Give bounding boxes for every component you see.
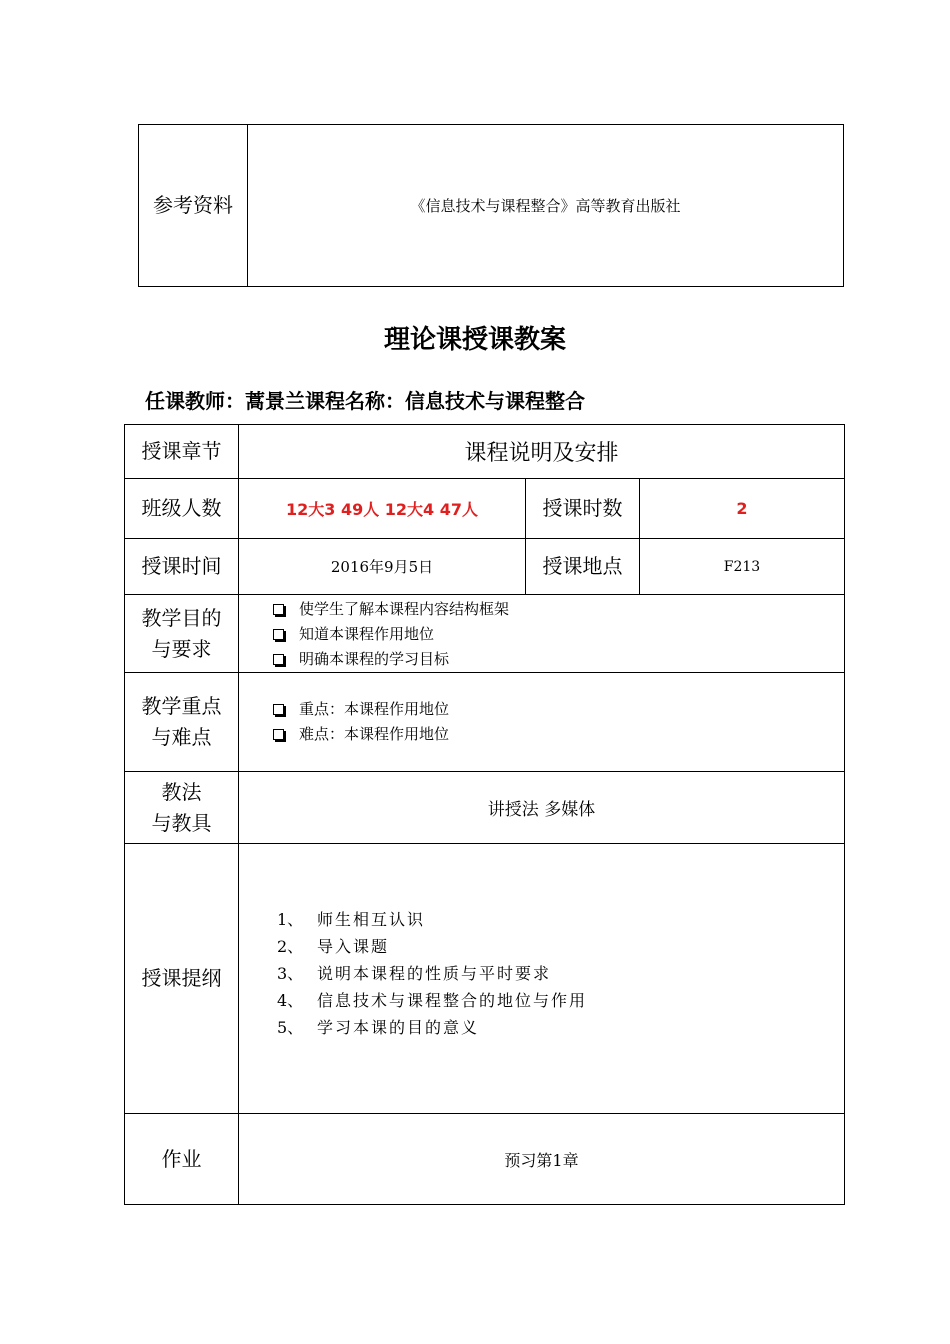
homework-label: 作业 (125, 1114, 239, 1205)
list-item: 难点：本课程作用地位 (273, 722, 844, 747)
class-size-label: 班级人数 (125, 479, 239, 539)
keypoints-content (239, 673, 845, 772)
list-item: 知道本课程作用地位 (273, 622, 844, 647)
methods-row (125, 772, 845, 844)
reference-label: 参考资料 (139, 125, 248, 287)
homework-value: 预习第1章 (239, 1114, 845, 1205)
class-size-value: 12大3 49人 12大4 47人 (239, 479, 526, 539)
homework-row (125, 1114, 845, 1205)
methods-label (125, 772, 239, 844)
list-item: 5、 学习本课的目的意义 (277, 1018, 480, 1037)
keypoints-row (125, 673, 845, 772)
reference-table (138, 124, 844, 287)
checkbox-icon (273, 704, 284, 715)
checkbox-icon (273, 604, 284, 615)
goals-row (125, 595, 845, 673)
list-item: 4、 信息技术与课程整合的地位与作用 (277, 991, 588, 1010)
time-row (125, 539, 845, 595)
teacher-course-line: 任课教师：蒿景兰课程名称：信息技术与课程整合 (145, 389, 585, 413)
place-label: 授课地点 (526, 539, 640, 595)
hours-label: 授课时数 (526, 479, 640, 539)
outline-content (239, 844, 845, 1114)
list-item: 重点：本课程作用地位 (273, 697, 844, 722)
list-item: 1、 师生相互认识 (277, 910, 426, 929)
time-value: 2016年9月5日 (239, 539, 526, 595)
methods-label-line1: 教法 (161, 779, 202, 804)
reference-content: 《信息技术与课程整合》高等教育出版社 (248, 125, 844, 287)
checkbox-icon (273, 654, 284, 665)
keypoints-label-line1: 教学重点 (141, 694, 222, 718)
goals-label (125, 595, 239, 673)
outline-row (125, 844, 845, 1114)
keypoints-label (125, 673, 239, 772)
chapter-value: 课程说明及安排 (239, 425, 845, 479)
goals-label-line1: 教学目的 (141, 605, 222, 630)
list-item: 明确本课程的学习目标 (273, 647, 844, 672)
document-title: 理论课授课教案 (383, 325, 566, 355)
list-item: 3、 说明本课程的性质与平时要求 (277, 964, 552, 983)
checkbox-icon (273, 629, 284, 640)
methods-value: 讲授法 多媒体 (239, 772, 845, 844)
list-item: 使学生了解本课程内容结构框架 (273, 597, 844, 622)
lesson-plan-table (124, 424, 845, 1205)
time-label: 授课时间 (125, 539, 239, 595)
chapter-label: 授课章节 (125, 425, 239, 479)
list-item: 2、 导入课题 (277, 937, 390, 956)
place-value: F213 (640, 539, 845, 595)
checkbox-icon (273, 729, 284, 740)
class-row (125, 479, 845, 539)
goals-label-line2: 与要求 (151, 636, 212, 661)
methods-label-line2: 与教具 (151, 810, 212, 835)
hours-value: 2 (640, 479, 845, 539)
chapter-row (125, 425, 845, 479)
goals-content (239, 595, 845, 673)
outline-label: 授课提纲 (125, 844, 239, 1114)
keypoints-label-line2: 与难点 (151, 725, 212, 749)
